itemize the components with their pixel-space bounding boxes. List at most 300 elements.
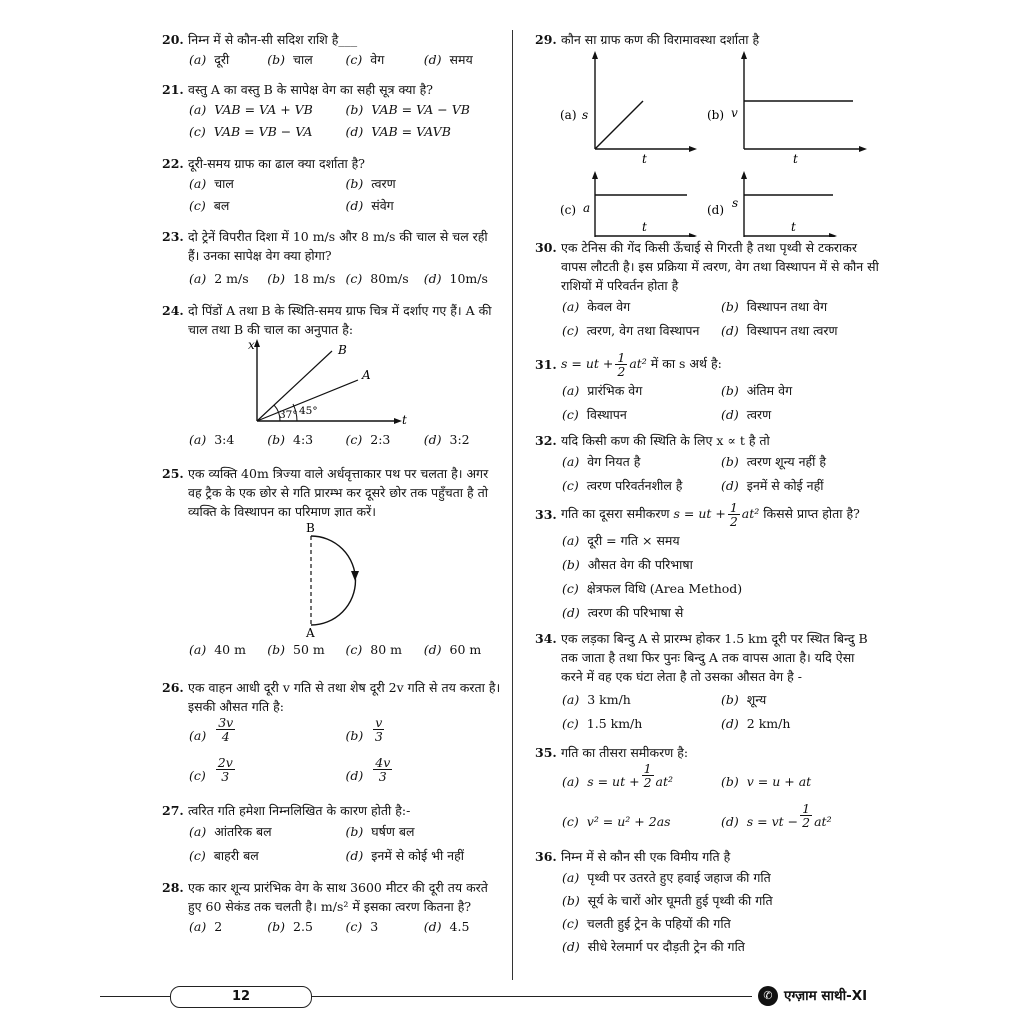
option-b[interactable] <box>721 379 880 403</box>
option-a[interactable] <box>562 762 721 802</box>
option-letter: (b) <box>345 176 364 191</box>
option-letter: (c) <box>562 581 579 596</box>
line-b-label: B <box>338 343 347 357</box>
question-number: 20. <box>162 32 184 47</box>
option-letter: (d) <box>721 814 739 829</box>
option-letter: (c) <box>345 432 363 447</box>
option-letter: (d) <box>423 271 442 286</box>
equation-part: at² <box>814 814 832 829</box>
option-letter: (c) <box>562 916 579 931</box>
path-direction-arrow <box>351 571 359 581</box>
option-a[interactable] <box>189 916 267 938</box>
option-a[interactable] <box>562 379 721 403</box>
option-a[interactable] <box>189 49 267 71</box>
option-a[interactable] <box>562 688 721 712</box>
option-text: प्रारंभिक वेग <box>587 383 643 398</box>
question-number: 35. <box>535 745 557 760</box>
option-c[interactable] <box>562 712 721 736</box>
option-letter: (c) <box>562 716 579 731</box>
question-text: दो पिंडों A तथा B के स्थिति-समय ग्राफ चित्र में दर्शाए गए हैं। A की चाल तथा B की चाल का अनुपात है: <box>188 303 492 337</box>
option-a[interactable] <box>189 639 267 661</box>
question-number: 24. <box>162 303 184 318</box>
option-text: इनमें से कोई नहीं <box>746 478 824 493</box>
option-c[interactable] <box>562 474 721 498</box>
option-a[interactable] <box>189 99 346 121</box>
option-letter: (d) <box>721 716 739 731</box>
option-text: त्वरण <box>371 176 396 191</box>
question-number: 27. <box>162 803 184 818</box>
option-letter: (d) <box>345 124 364 139</box>
question-27 <box>162 801 502 878</box>
options <box>162 429 502 451</box>
option-c[interactable] <box>189 844 346 868</box>
option-letter: (c) <box>345 52 363 67</box>
option-letter: (a) <box>562 533 580 548</box>
position-time-graph <box>162 339 502 429</box>
option-d[interactable] <box>562 601 880 625</box>
option-d[interactable] <box>424 639 502 661</box>
graph-a-letter: (a) <box>560 108 577 122</box>
option-b[interactable] <box>346 99 503 121</box>
option-text: 80m/s <box>370 271 409 286</box>
y-axis-label: x <box>248 339 255 352</box>
graph-c-letter: (c) <box>560 203 577 217</box>
options <box>162 820 502 868</box>
numerator: 1 <box>729 499 738 515</box>
options <box>535 688 880 736</box>
option-text: त्वरण परिवर्तनशील है <box>586 478 683 493</box>
option-text: बाहरी बल <box>213 848 259 863</box>
option-c[interactable] <box>562 912 880 935</box>
question-number: 36. <box>535 849 557 864</box>
graph-d-y-label: s <box>732 196 739 210</box>
question-33 <box>535 499 880 629</box>
option-b[interactable] <box>721 688 880 712</box>
question-30 <box>535 238 880 349</box>
option-text: त्वरण, वेग तथा विस्थापन <box>586 323 700 338</box>
option-letter: (a) <box>562 774 580 789</box>
option-b[interactable] <box>267 268 345 290</box>
option-b[interactable] <box>721 450 880 474</box>
option-letter: (a) <box>189 642 207 657</box>
option-a[interactable] <box>189 268 267 290</box>
semicircle-path-figure <box>162 521 502 639</box>
graph-a-x-label: t <box>642 152 647 166</box>
question-text: एक वाहन आधी दूरी v गति से तथा शेष दूरी 2v गति से तय करता है। इसकी औसत गति है: <box>188 680 501 714</box>
option-letter: (c) <box>562 478 579 493</box>
option-c[interactable] <box>346 49 424 71</box>
options <box>535 866 880 958</box>
option-a[interactable] <box>562 866 880 889</box>
option-b[interactable] <box>562 553 880 577</box>
option-letter: (a) <box>189 271 207 286</box>
option-text: घर्षण बल <box>371 824 415 839</box>
graph-options <box>535 49 880 237</box>
option-c[interactable] <box>346 639 424 661</box>
options <box>162 49 502 71</box>
option-text: वेग नियत है <box>587 454 641 469</box>
option-text: VAB = VA − VB <box>371 102 470 117</box>
option-a[interactable] <box>189 429 267 451</box>
option-d[interactable] <box>346 195 503 217</box>
question-number: 28. <box>162 880 184 895</box>
angle-37-label: 37° <box>279 409 298 421</box>
option-d[interactable] <box>721 319 880 343</box>
graph-b <box>707 51 867 166</box>
question-text: निम्न में से कौन सी एक विमीय गति है <box>561 849 731 864</box>
option-letter: (c) <box>189 848 206 863</box>
options <box>535 295 880 343</box>
graph-b-x-label: t <box>793 152 798 166</box>
question-text <box>561 351 880 378</box>
option-text: विस्थापन तथा त्वरण <box>746 323 838 338</box>
option-text: वेग <box>370 52 385 67</box>
numerator: v <box>375 715 383 730</box>
option-a[interactable] <box>189 173 346 195</box>
question-number: 26. <box>162 680 184 695</box>
option-text: v² = u² + 2as <box>586 814 671 829</box>
option-letter: (b) <box>345 728 364 743</box>
point-a-label: A <box>306 626 315 639</box>
option-d[interactable] <box>562 935 880 958</box>
option-letter: (b) <box>267 919 286 934</box>
numerator: 4v <box>375 755 391 770</box>
option-letter: (c) <box>345 919 363 934</box>
option-c[interactable] <box>562 577 880 601</box>
question-23 <box>162 227 502 301</box>
option-letter: (d) <box>423 52 442 67</box>
option-text: समय <box>449 52 473 67</box>
option-letter: (c) <box>562 814 579 829</box>
question-number: 21. <box>162 82 184 97</box>
option-letter: (b) <box>721 299 739 314</box>
question-text: दो ट्रेनें विपरीत दिशा में 10 m/s और 8 m/s की चाल से चल रही हैं। उनका सापेक्ष वेग क्या होगा? <box>188 229 488 263</box>
option-c[interactable] <box>189 195 346 217</box>
option-b[interactable] <box>721 762 880 802</box>
option-text: 40 m <box>214 642 246 657</box>
option-text: 4:3 <box>293 432 314 447</box>
options <box>535 762 880 842</box>
option-a[interactable] <box>562 295 721 319</box>
option-letter: (c) <box>189 198 206 213</box>
option-b[interactable] <box>721 295 880 319</box>
option-letter: (d) <box>562 605 580 620</box>
page-footer <box>100 985 900 1009</box>
option-b[interactable] <box>267 916 345 938</box>
option-b[interactable] <box>267 429 345 451</box>
option-text: 10m/s <box>449 271 488 286</box>
option-letter: (a) <box>189 176 207 191</box>
option-d[interactable] <box>346 121 503 143</box>
question-text: वस्तु A का वस्तु B के सापेक्ष वेग का सही सूत्र क्या है? <box>188 82 433 97</box>
option-letter: (d) <box>345 768 364 783</box>
option-b[interactable] <box>346 820 503 844</box>
question-text: यदि किसी कण की स्थिति के लिए x ∝ t है तो <box>561 433 770 448</box>
brand <box>758 985 867 1007</box>
option-text: सूर्य के चारों ओर घूमती हुई पृथ्वी की गति <box>587 893 773 908</box>
page-number: 12 <box>170 986 312 1008</box>
angle-45-label: 45° <box>299 405 318 417</box>
option-text: 60 m <box>449 642 482 657</box>
options <box>162 173 502 217</box>
graph-c-y-arrow <box>592 171 598 179</box>
denominator: 2 <box>617 363 626 379</box>
denominator: 2 <box>729 513 738 529</box>
option-letter: (d) <box>423 642 442 657</box>
option-text: 1.5 km/h <box>586 716 643 731</box>
option-letter: (a) <box>562 692 580 707</box>
options <box>162 916 502 938</box>
option-text: 2 km/h <box>746 716 791 731</box>
graph-a-x-arrow <box>689 146 697 152</box>
question-22 <box>162 154 502 227</box>
option-letter: (d) <box>721 478 739 493</box>
graph-a-line <box>595 101 643 149</box>
question-text: दूरी-समय ग्राफ का ढाल क्या दर्शाता है? <box>188 156 365 171</box>
option-a[interactable] <box>189 820 346 844</box>
graph-d-x-label: t <box>791 220 796 234</box>
option-b[interactable] <box>267 49 345 71</box>
graph-d-letter: (d) <box>707 203 725 217</box>
graph-c-y-label: a <box>583 201 591 215</box>
option-d[interactable] <box>721 403 880 427</box>
denominator: 3 <box>374 729 383 744</box>
option-c[interactable] <box>562 802 721 842</box>
brand-name: एग्ज़ाम साथी-XI <box>784 988 868 1004</box>
graph-d-y-arrow <box>741 171 747 179</box>
option-d[interactable] <box>424 49 502 71</box>
left-column <box>162 30 502 948</box>
question-text-tail: में का s अर्थ है: <box>646 355 722 371</box>
option-text: 3 <box>370 919 379 934</box>
option-text: संवेग <box>371 198 394 213</box>
option-c[interactable] <box>346 429 424 451</box>
option-b[interactable] <box>562 889 880 912</box>
fraction <box>216 756 235 796</box>
graph-lower-x-labels <box>535 220 880 234</box>
equation-part: at² <box>629 355 647 371</box>
option-c[interactable] <box>189 756 346 796</box>
option-letter: (a) <box>562 870 580 885</box>
option-text: VAB = VAVB <box>371 124 451 139</box>
options <box>162 268 502 290</box>
question-number: 25. <box>162 466 184 481</box>
option-text: केवल वेग <box>587 299 631 314</box>
option-text: 3:4 <box>214 432 235 447</box>
option-letter: (c) <box>562 407 579 422</box>
question-text <box>561 501 880 528</box>
question-20 <box>162 30 502 80</box>
option-c[interactable] <box>562 319 721 343</box>
graph-b-letter: (b) <box>707 108 725 122</box>
options <box>535 450 880 498</box>
option-text: औसत वेग की परिभाषा <box>587 557 693 572</box>
option-text: दूरी <box>214 52 230 67</box>
option-letter: (a) <box>189 824 207 839</box>
option-d[interactable] <box>721 802 880 842</box>
option-d[interactable] <box>424 916 502 938</box>
option-letter: (a) <box>189 52 207 67</box>
question-32 <box>535 431 880 499</box>
options <box>162 639 502 661</box>
option-text: चलती हुई ट्रेन के पहियों की गति <box>586 916 731 931</box>
semicircle-path <box>311 536 355 625</box>
option-text: 2:3 <box>370 432 391 447</box>
numerator: 1 <box>802 801 811 816</box>
equation-part: s = vt − <box>746 814 799 829</box>
question-26 <box>162 678 502 801</box>
option-letter: (c) <box>189 124 206 139</box>
graph-b-x-arrow <box>859 146 867 152</box>
option-d[interactable] <box>721 474 880 498</box>
option-text: 3 km/h <box>587 692 631 707</box>
option-letter: (b) <box>562 557 580 572</box>
option-b[interactable] <box>267 639 345 661</box>
option-text: इनमें से कोई भी नहीं <box>371 848 464 863</box>
question-text-tail: किससे प्राप्त होता है? <box>759 505 860 521</box>
option-c[interactable] <box>189 121 346 143</box>
option-text: 3:2 <box>449 432 470 447</box>
option-b[interactable] <box>346 716 503 756</box>
option-text: 18 m/s <box>293 271 336 286</box>
question-34 <box>535 629 880 743</box>
option-letter: (d) <box>423 919 442 934</box>
question-text: कौन सा ग्राफ कण की विरामावस्था दर्शाता है <box>561 32 760 47</box>
question-number: 22. <box>162 156 184 171</box>
option-letter: (a) <box>562 383 580 398</box>
question-number: 32. <box>535 433 557 448</box>
option-text: 2 <box>214 919 223 934</box>
option-a[interactable] <box>562 529 880 553</box>
option-text: 50 m <box>293 642 325 657</box>
question-number: 31. <box>535 356 557 372</box>
option-text: बल <box>213 198 230 213</box>
option-text: विस्थापन तथा वेग <box>746 299 828 314</box>
question-31 <box>535 349 880 431</box>
option-c[interactable] <box>346 268 424 290</box>
option-c[interactable] <box>562 403 721 427</box>
option-letter: (a) <box>562 299 580 314</box>
fraction <box>373 756 392 796</box>
question-number: 30. <box>535 240 557 255</box>
option-text: 2.5 <box>293 919 313 934</box>
option-letter: (b) <box>267 271 286 286</box>
question-text-head: गति का दूसरा समीकरण <box>561 505 674 521</box>
question-number: 23. <box>162 229 184 244</box>
option-d[interactable] <box>424 268 502 290</box>
question-text: त्वरित गति हमेशा निम्नलिखित के कारण होती है:- <box>188 803 411 818</box>
column-divider <box>512 30 513 980</box>
option-letter: (c) <box>562 323 579 338</box>
fraction <box>373 716 384 756</box>
option-letter: (d) <box>721 407 739 422</box>
option-text: 80 m <box>370 642 402 657</box>
option-letter: (a) <box>189 432 207 447</box>
option-text: अंतिम वेग <box>746 383 793 398</box>
option-letter: (a) <box>189 919 207 934</box>
denominator: 3 <box>378 769 387 784</box>
option-c[interactable] <box>346 916 424 938</box>
numerator: 3v <box>218 715 234 730</box>
numerator: 2v <box>217 755 233 770</box>
option-text: 4.5 <box>449 919 470 934</box>
option-letter: (a) <box>189 728 207 743</box>
option-letter: (a) <box>189 102 207 117</box>
option-letter: (d) <box>562 939 580 954</box>
option-d[interactable] <box>346 844 503 868</box>
question-text: एक लड़का बिन्दु A से प्रारम्भ होकर 1.5 km दूरी पर स्थित बिन्दु B तक जाता है तथा फिर पुनः बिन्दु A तक वापस आता है। यदि ऐसा करने में वह एक घंटा लेता है तो उसका औसत वेग है - <box>561 631 868 684</box>
option-text: VAB = VB − VA <box>213 124 313 139</box>
option-letter: (c) <box>189 768 206 783</box>
graph-a-y-label: s <box>582 108 589 122</box>
option-letter: (b) <box>721 692 739 707</box>
question-number: 33. <box>535 506 557 522</box>
option-letter: (b) <box>345 824 364 839</box>
numerator: 1 <box>643 761 652 776</box>
option-letter: (c) <box>345 642 363 657</box>
option-text: पृथ्वी पर उतरते हुए हवाई जहाज की गति <box>587 870 771 885</box>
equation-part: s = ut + <box>673 505 726 521</box>
fraction <box>216 716 235 756</box>
equation-part: at² <box>655 774 674 789</box>
option-letter: (b) <box>267 642 286 657</box>
y-axis-arrow <box>254 339 260 347</box>
question-text: एक व्यक्ति 40m त्रिज्या वाले अर्धवृत्ताकार पथ पर चलता है। अगर वह ट्रैक के एक छोर से गति प्रारम्भ कर दूसरे छोर तक पहुँचता है तो व्यक्ति के विस्थापन का परिमाण ज्ञात करें। <box>188 466 489 519</box>
option-text: आंतरिक बल <box>214 824 272 839</box>
option-text: त्वरण शून्य नहीं है <box>746 454 826 469</box>
option-letter: (d) <box>345 848 364 863</box>
question-text: एक टेनिस की गेंद किसी ऊँचाई से गिरती है तथा पृथ्वी से टकराकर वापस लौटती है। इस प्रक्रिया में त्वरण, वेग तथा विस्थापन में से कौन सी राशियों में परिवर्तन होता है <box>561 240 879 293</box>
question-36 <box>535 847 880 957</box>
option-text: चाल <box>214 176 234 191</box>
footer-rule-right <box>312 996 752 997</box>
option-d[interactable] <box>346 756 503 796</box>
option-text: चाल <box>293 52 313 67</box>
x-axis-arrow <box>394 418 402 424</box>
graph-a <box>560 51 697 166</box>
equation-part: s = ut + <box>587 774 640 789</box>
question-25 <box>162 464 502 678</box>
option-text: सीधे रेलमार्ग पर दौड़ती ट्रेन की गति <box>587 939 745 954</box>
question-number: 34. <box>535 631 557 646</box>
brand-logo-icon: ✆ <box>758 986 778 1006</box>
option-letter: (d) <box>423 432 442 447</box>
options <box>535 529 880 625</box>
option-text: त्वरण की परिभाषा से <box>587 605 684 620</box>
option-a[interactable] <box>562 450 721 474</box>
option-d[interactable] <box>424 429 502 451</box>
option-letter: (a) <box>562 454 580 469</box>
option-letter: (b) <box>721 774 739 789</box>
option-text: विस्थापन <box>586 407 627 422</box>
question-24 <box>162 301 502 464</box>
equation-part: at² <box>741 505 760 521</box>
option-letter: (b) <box>562 893 580 908</box>
graph-b-y-arrow <box>741 51 747 59</box>
x-axis-label: t <box>402 413 407 427</box>
option-b[interactable] <box>346 173 503 195</box>
option-text: दूरी = गति × समय <box>587 533 680 548</box>
graph-a-y-arrow <box>592 51 598 59</box>
footer-rule-left <box>100 996 170 997</box>
equation-part: s = ut + <box>561 355 614 371</box>
question-number: 29. <box>535 32 557 47</box>
option-text: क्षेत्रफल विधि (Area Method) <box>586 581 743 596</box>
fraction <box>642 762 654 802</box>
option-d[interactable] <box>721 712 880 736</box>
option-a[interactable] <box>189 716 346 756</box>
option-text: v = u + at <box>746 774 812 789</box>
